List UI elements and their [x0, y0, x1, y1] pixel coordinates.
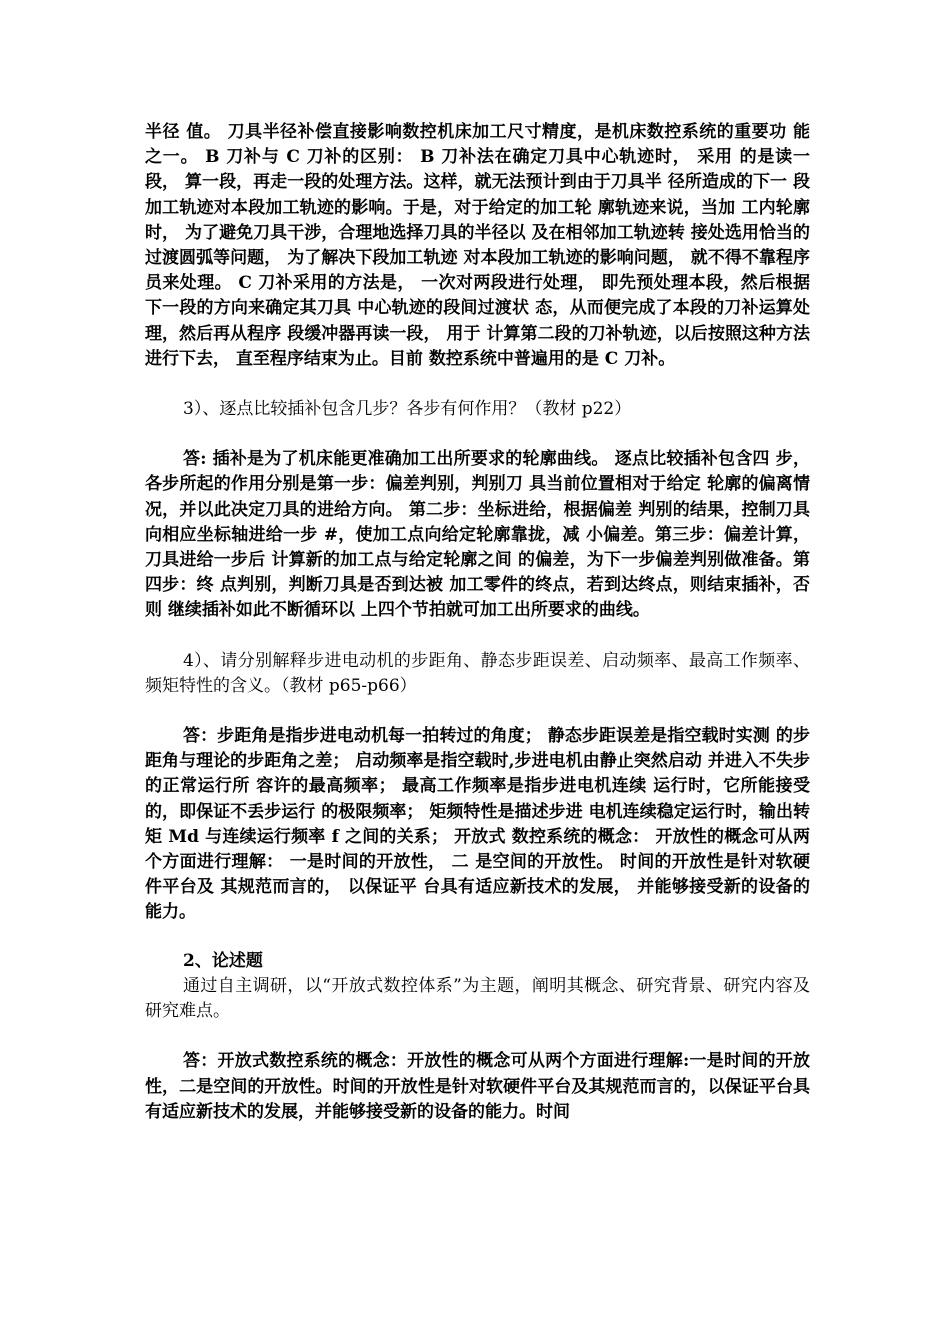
question-5: 通过自主调研，以“开放式数控体系”为主题，阐明其概念、研究背景、研究内容及研究难点。	[145, 975, 810, 1022]
document-page	[145, 120, 810, 1125]
question-3: 3）、逐点比较插补包含几步？各步有何作用？（教材 p22）	[183, 399, 632, 420]
question-4: 4）、请分别解释步进电动机的步距角、静态步距误差、启动频率、最高工作频率、频矩特性的含义。（教材 p65-p66）	[145, 650, 810, 696]
paragraph-cutter-compensation: 半径 值。 刀具半径补偿直接影响数控机床加工尺寸精度，是机床数控系统的重要功 能 之一。 B 刀补与 C 刀补的区别： B 刀补法在确定刀具中心轨迹时， 采用 的是读一段， 算一段，再走一段的处理方法。这样，就无法预计到由于刀具半 径所造成的下一 段加工轨迹对本段加工轨迹的影响。于是，对于给定的加工轮 廓轨迹来说，当加 工内轮廓时， 为了避免刀具干涉，合理地选择刀具的半径以 及在相邻加工轨迹转 接处选用恰当的过渡圆弧等问题， 为了解决下段加工轨迹 对本段加工轨迹的影响问题， 就不得不靠程序员来处理。 C 刀补采用的方法是， 一次对两段进行处理， 即先预处理本段，然后根据下一段的方向来确定其刀具 中心轨迹的段间过渡状 态，从而便完成了本段的刀补运算处理，然后再从程序 段缓冲器再读一段， 用于 计算第二段的刀补轨迹，以后按照这种方法进行下去， 直至程序结束为止。目前 数控系统中普遍用的是 C 刀补。	[145, 122, 810, 369]
section-heading-essay: 2、论述题	[183, 950, 263, 971]
answer-3: 答: 插补是为了机床能更准确加工出所要求的轮廓曲线。 逐点比较插补包含四 步，各步所起的作用分别是第一步：偏差判别，判别刀 具当前位置相对于给定 轮廓的偏离情况，并以此决定刀具的进给方向。 第二步：坐标进给，根据偏差 判别的结果，控制刀具向相应坐标轴进给一步 #，使加工点向给定轮廓靠拢，减 小偏差。第三步：偏差计算，刀具进给一步后 计算新的加工点与给定轮廓之间 的偏差，为下一步偏差判别做准备。第四步：终 点判别，判断刀具是否到达被 加工零件的终点，若到达终点，则结束插补，否则 继续插补如此不断循环以 上四个节拍就可加工出所要求的曲线。	[145, 449, 810, 621]
answer-4: 答：步距角是指步进电动机每一拍转过的角度； 静态步距误差是指空载时实测 的步距角与理论的步距角之差； 启动频率是指空载时,步进电机由静止突然启动 并进入不失步的正常运行所 容许的最高频率； 最高工作频率是指步进电机连续 运行时，它所能接受的，即保证不丢步运行 的极限频率； 矩频特性是描述步进 电机连续稳定运行时，输出转矩 Md 与连续运行频率 f 之间的关系； 开放式 数控系统的概念： 开放性的概念可从两个方面进行理解： 一是时间的开放性， 二 是空间的开放性。 时间的开放性是针对软硬件平台及 其规范而言的， 以保证平 台具有适应新技术的发展， 并能够接受新的设备的能力。	[145, 726, 810, 923]
answer-5: 答：开放式数控系统的概念：开放性的概念可从两个方面进行理解:一是时间的开放性，二是空间的开放性。时间的开放性是针对软硬件平台及其规范而言的，以保证平台具有适应新技术的发展，并能够接受新的设备的能力。时间	[145, 1051, 810, 1122]
